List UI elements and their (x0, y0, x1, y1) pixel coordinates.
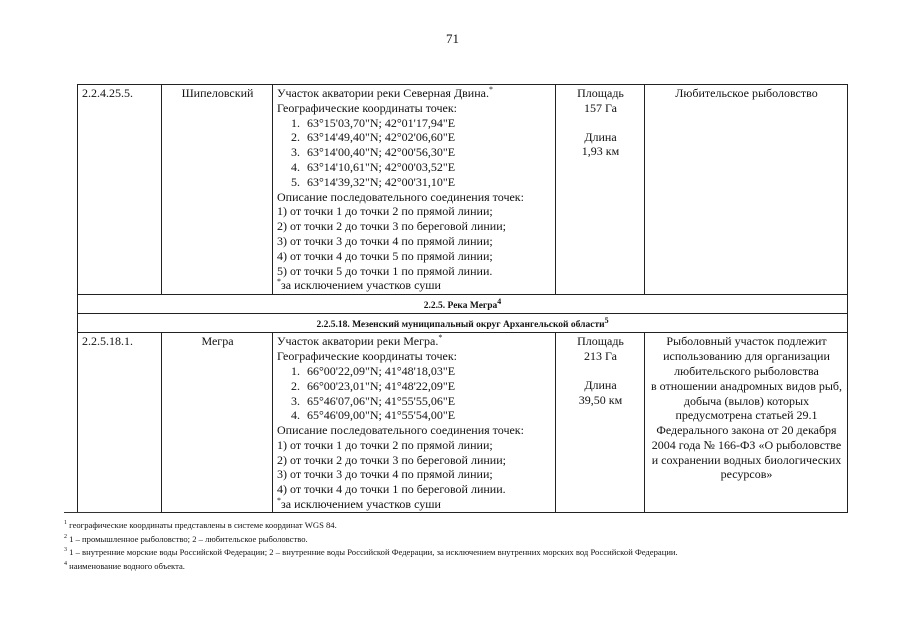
coord-item: 4. 65°46'09,00"N; 41°55'54,00"E (291, 408, 456, 423)
use-line: любительского рыболовства (674, 363, 819, 378)
desc-item: 5) от точки 5 до точки 1 по прямой линии. (277, 263, 493, 278)
note-asterisk: * (277, 277, 281, 287)
desc-label: Описание последовательного соединения точек: (277, 189, 524, 204)
coords-label: Географические координаты точек: (277, 349, 457, 364)
subsection-footnote-mark: 5 (604, 316, 609, 326)
note-asterisk: * (277, 496, 281, 506)
desc-item: 4) от точки 4 до точки 1 по береговой линии. (277, 482, 506, 497)
use-line: Федерального закона от 20 декабря (656, 423, 837, 438)
coords-label: Географические координаты точек: (277, 100, 457, 115)
coord-item: 3. 63°14'00,40"N; 42°00'56,30"E (291, 145, 456, 160)
title-asterisk: * (438, 333, 443, 343)
area-label: Площадь (577, 334, 624, 349)
section-header-row (78, 295, 848, 314)
subsection-header-row (78, 314, 848, 333)
use-line: ресурсов» (720, 467, 773, 482)
table-row-megra (78, 333, 848, 513)
area-value: 213 Га (584, 349, 617, 364)
use-line: и сохранении водных биологических (651, 452, 842, 467)
area-name: Мегра (162, 333, 273, 513)
fishing-use: Любительское рыболовство (645, 85, 848, 295)
fishing-use (645, 333, 848, 513)
coord-item: 3. 65°46'07,06"N; 41°55'55,06"E (291, 393, 456, 408)
area-title: Участок акватории реки Мегра. (277, 334, 439, 349)
section-footnote-mark: 4 (497, 297, 502, 306)
area-label: Площадь (577, 86, 624, 100)
footnote: $^1$ географические координаты представлены в системе координат WGS 84. (64, 519, 337, 530)
desc-item: 1) от точки 1 до точки 2 по прямой линии; (277, 437, 493, 452)
area-size-cell (556, 333, 645, 513)
footnote-divider (64, 512, 160, 513)
footnote: $^3$ 1 – внутренние морские воды Российской Федерации; 2 – внутренние воды Российской Федерации, за исключением внутренних морских вод Российской Федерации. (64, 547, 678, 558)
footnotes (64, 518, 854, 573)
coords-list (277, 364, 552, 423)
section-header: 2.2.5. Река Мегра$^4$ (78, 295, 848, 314)
area-size-cell (556, 85, 645, 295)
coord-item: 2. 66°00'23,01"N; 41°48'22,09"E (291, 378, 456, 393)
footnote: $^4$ наименование водного объекта. (64, 560, 185, 571)
table-row-shipelovsky (78, 85, 848, 295)
footnote: $^2$ 1 – промышленное рыболовство; 2 – любительское рыболовство. (64, 533, 308, 544)
coords-list (277, 116, 552, 190)
length-label: Длина (584, 377, 617, 392)
length-label: Длина (584, 129, 617, 144)
page-number: 71 (446, 31, 459, 46)
length-value: 39,50 км (578, 392, 623, 407)
coord-item: 1. 63°15'03,70"N; 42°01'17,94"E (291, 115, 456, 130)
coord-item: 1. 66°00'22,09"N; 41°48'18,03"E (291, 363, 456, 378)
area-title: Участок акватории реки Северная Двина. (277, 86, 489, 100)
desc-item: 3) от точки 3 до точки 4 по прямой линии; (277, 233, 493, 248)
land-exclusion-note: за исключением участков суши (281, 278, 441, 293)
row-number: 2.2.4.25.5. (78, 85, 162, 295)
use-line: добыча (вылов) которых (683, 393, 810, 408)
desc-item: 2) от точки 2 до точки 3 по береговой линии; (277, 452, 506, 467)
desc-label: Описание последовательного соединения точек: (277, 423, 524, 438)
use-line: предусмотрена статьей 29.1 (675, 408, 818, 423)
coord-item: 2. 63°14'49,40"N; 42°02'06,60"E (291, 130, 456, 145)
title-asterisk: * (488, 85, 493, 94)
desc-item: 3) от точки 3 до точки 4 по прямой линии; (277, 467, 493, 482)
use-line: использованию для организации (663, 349, 830, 364)
area-description (273, 85, 556, 295)
area-value: 157 Га (584, 100, 617, 115)
use-line: в отношении анадромных видов рыб, (650, 378, 843, 393)
area-name: Шипеловский (162, 85, 273, 295)
coord-item: 4. 63°14'10,61"N; 42°00'03,52"E (291, 159, 456, 174)
length-value: 1,93 км (581, 144, 620, 159)
area-description (273, 333, 556, 513)
land-exclusion-note: за исключением участков суши (281, 497, 441, 512)
desc-item: 1) от точки 1 до точки 2 по прямой линии; (277, 204, 493, 219)
fishing-areas-table (77, 84, 848, 513)
use-line: 2004 года № 166-ФЗ «О рыболовстве (651, 437, 842, 452)
desc-item: 2) от точки 2 до точки 3 по береговой линии; (277, 219, 506, 234)
use-line: Рыболовный участок подлежит (666, 334, 827, 349)
row-number: 2.2.5.18.1. (78, 333, 162, 513)
desc-item: 4) от точки 4 до точки 5 по прямой линии; (277, 248, 493, 263)
coord-item: 5. 63°14'39,32"N; 42°00'31,10"E (291, 174, 456, 189)
subsection-header: 2.2.5.18. Мезенский муниципальный округ Архангельской области$^5$ (78, 314, 848, 333)
